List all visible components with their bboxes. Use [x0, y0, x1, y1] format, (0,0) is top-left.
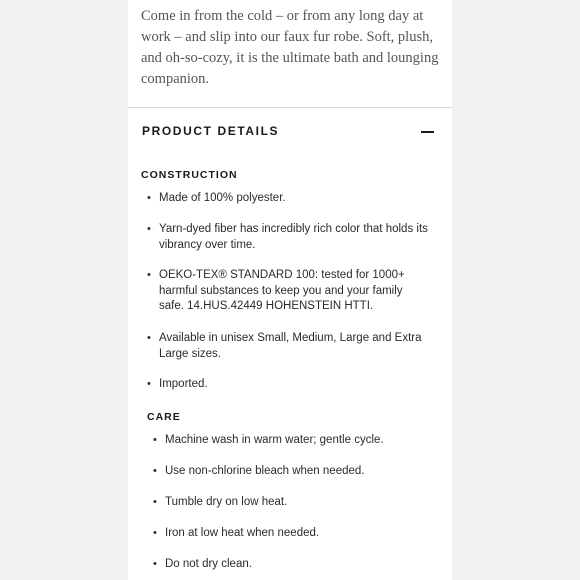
list-item: • Tumble dry on low heat. [153, 496, 288, 508]
care-heading: CARE [147, 411, 181, 423]
list-item-text: Imported. [159, 378, 208, 390]
list-item-text: Machine wash in warm water; gentle cycle. [165, 434, 384, 446]
list-item-text: Do not dry clean. [165, 558, 252, 570]
product-details-toggle[interactable] [142, 118, 434, 146]
list-item-text: OEKO-TEX® STANDARD 100: tested for 1000+ harmful substances to keep you and your family safe. 14.HUS.42449 HOHENSTEIN HTTI. [159, 269, 405, 312]
product-details-title: PRODUCT DETAILS [142, 124, 280, 138]
list-item-text: Tumble dry on low heat. [165, 496, 288, 508]
list-item-text: Iron at low heat when needed. [165, 527, 320, 539]
list-item: • Use non-chlorine bleach when needed. [153, 465, 365, 477]
list-item-text: Available in unisex Small, Medium, Large and Extra Large sizes. [159, 332, 422, 360]
product-content-panel [128, 0, 452, 580]
list-item: • Iron at low heat when needed. [153, 527, 320, 539]
list-item: • Imported. [147, 378, 208, 390]
list-item-text: Made of 100% polyester. [159, 192, 286, 204]
product-description: Come in from the cold – or from any long day at work – and slip into our faux fur robe. Soft, plush, and oh-so-cozy, it is the ultimate bath and lounging companion. [141, 8, 439, 87]
list-item: • Made of 100% polyester. [147, 192, 286, 204]
construction-heading: CONSTRUCTION [141, 169, 238, 181]
list-item: • Yarn-dyed fiber has incredibly rich color that holds its vibrancy over time. [147, 223, 428, 251]
list-item-text: Yarn-dyed fiber has incredibly rich color that holds its vibrancy over time. [159, 223, 428, 251]
list-item-text: Use non-chlorine bleach when needed. [165, 465, 365, 477]
section-divider [128, 107, 452, 108]
list-item: • Machine wash in warm water; gentle cycle. [153, 434, 384, 446]
list-item: • Do not dry clean. [153, 558, 252, 570]
list-item: • OEKO-TEX® STANDARD 100: tested for 1000+ harmful substances to keep you and your family safe. 14.HUS.42449 HOHENSTEIN HTTI. [147, 269, 405, 312]
list-item: • Available in unisex Small, Medium, Large and Extra Large sizes. [147, 332, 422, 360]
minus-icon[interactable] [421, 131, 434, 133]
